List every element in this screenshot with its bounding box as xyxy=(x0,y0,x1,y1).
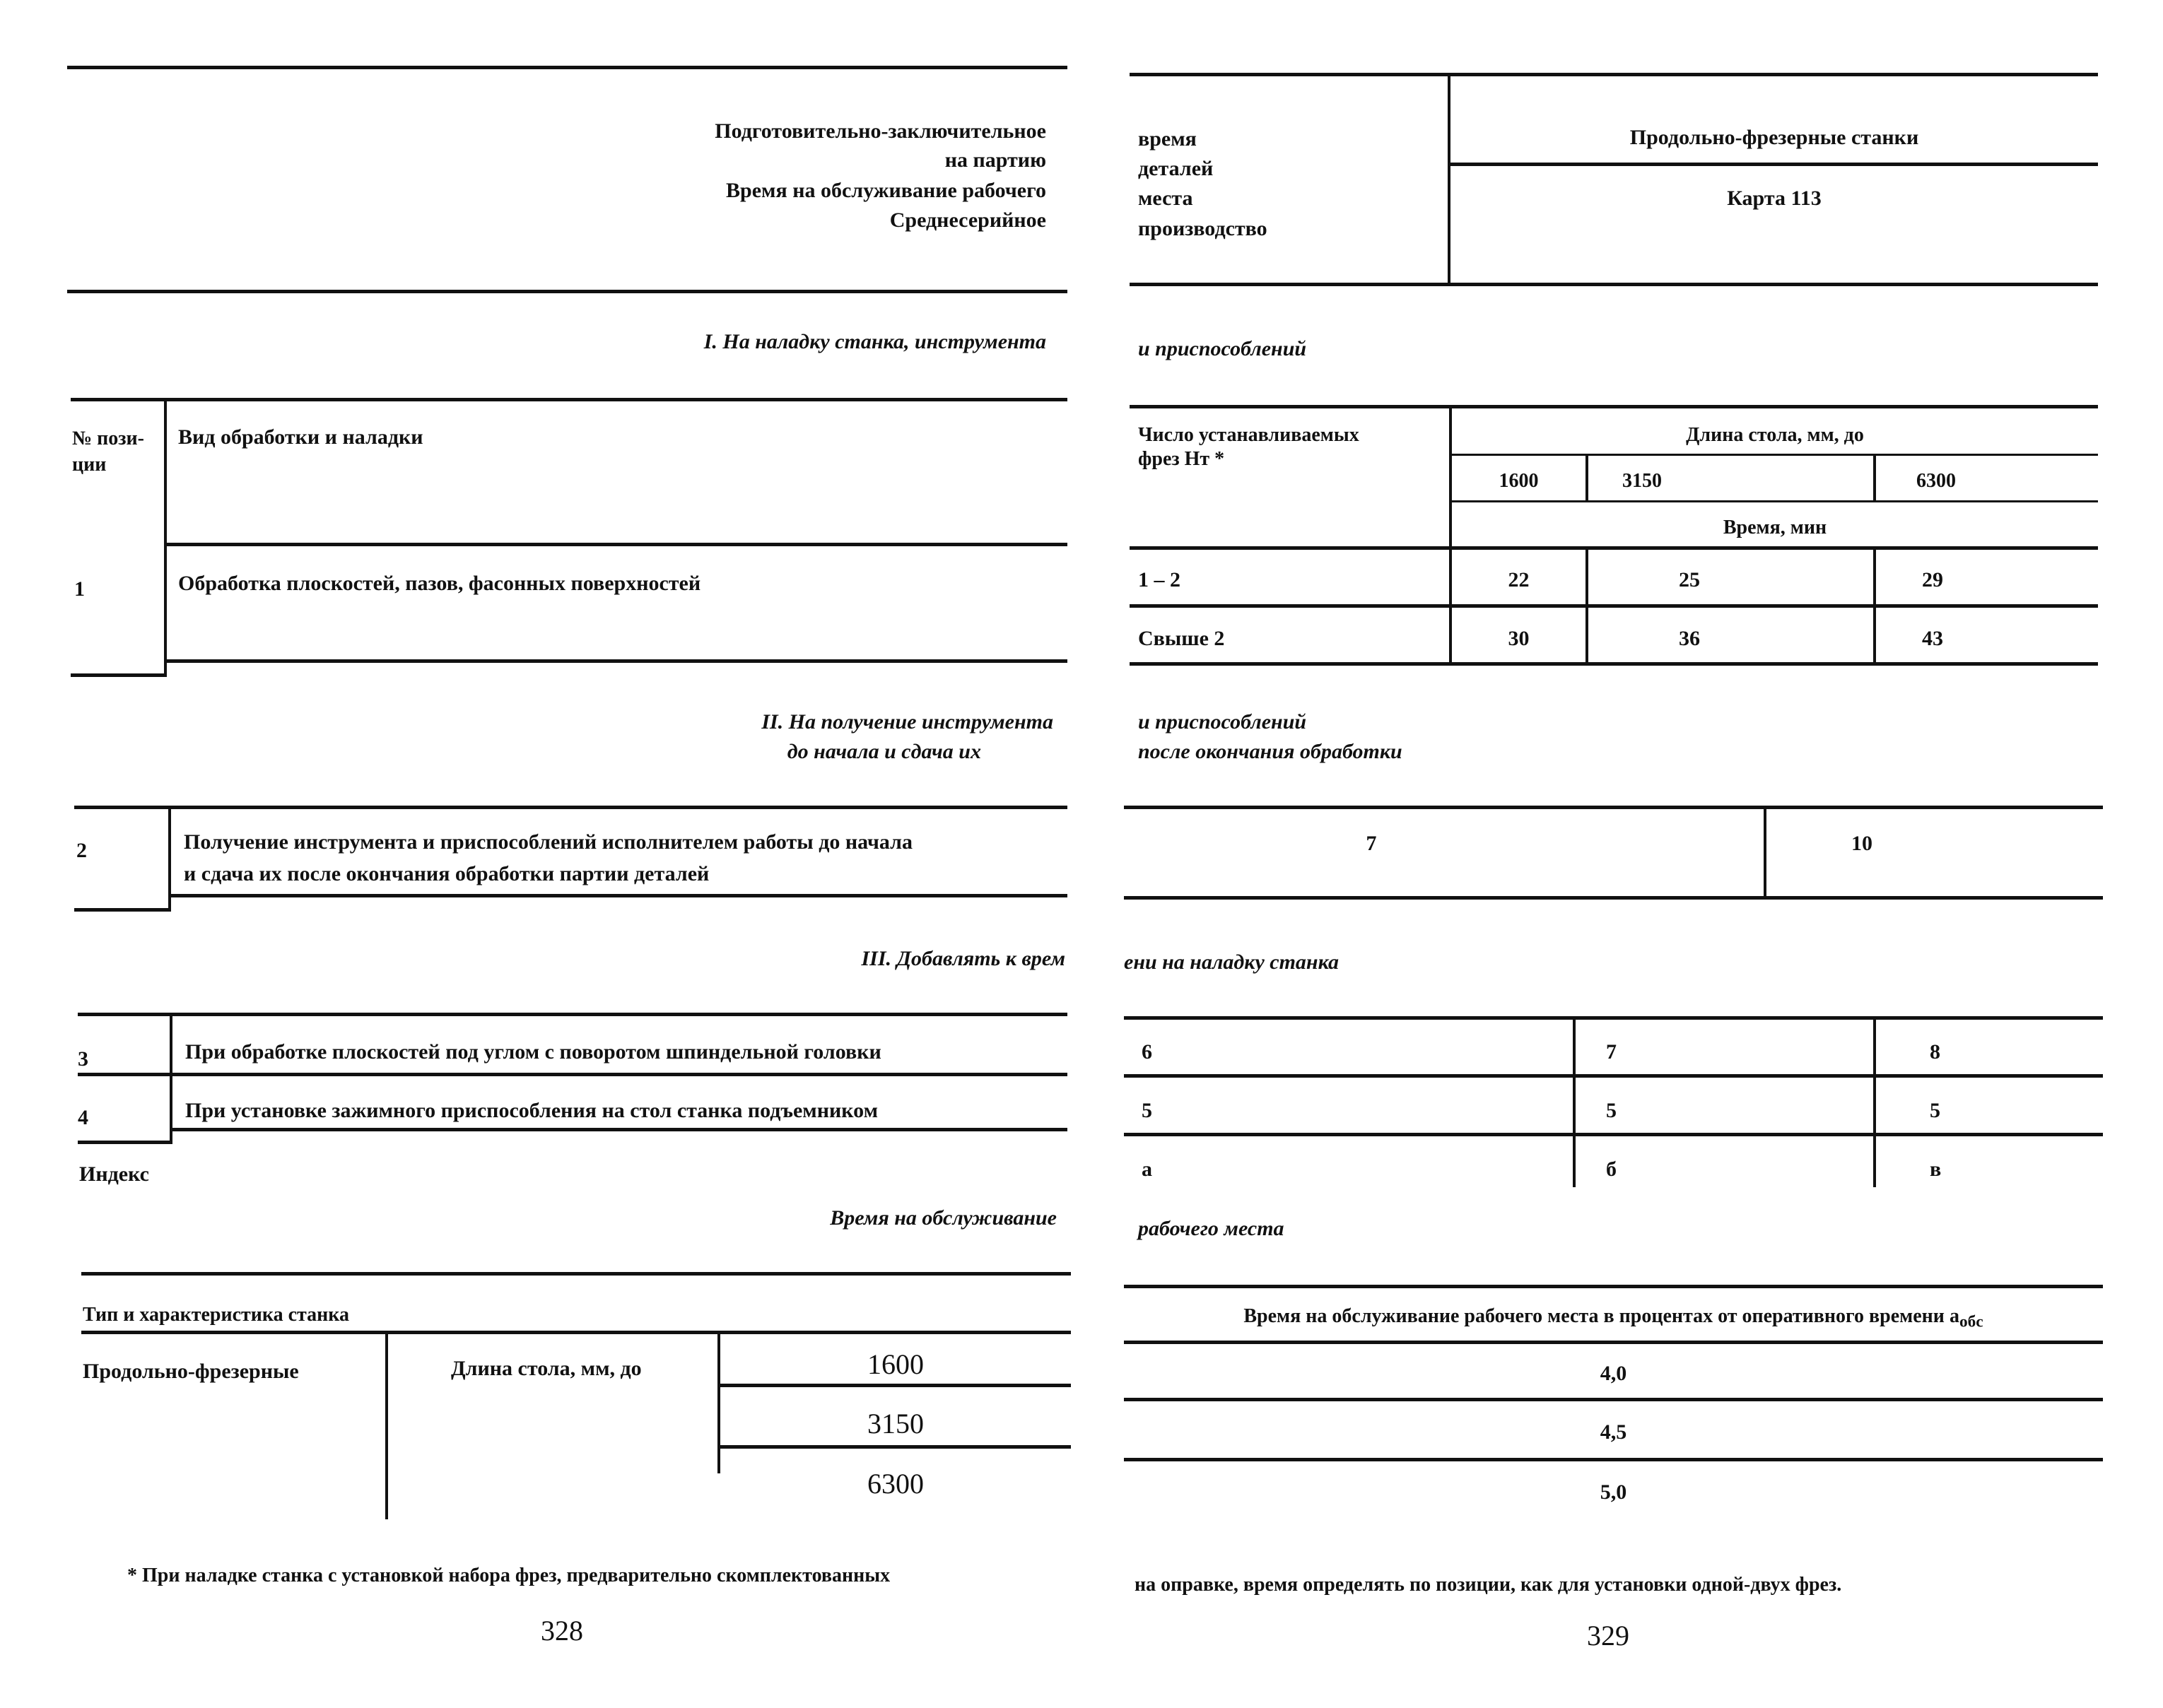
rule xyxy=(78,1141,172,1144)
card-number: Карта 113 xyxy=(1727,187,1822,210)
rule xyxy=(74,806,1067,809)
table-cell: 36 xyxy=(1679,627,1700,650)
rule xyxy=(81,1331,1071,1334)
rule xyxy=(1124,1398,2103,1401)
rule xyxy=(1130,662,2098,666)
left-section1-title: I. На наладку станка, инструмента xyxy=(703,330,1046,353)
table-cell: 5 xyxy=(1930,1099,1940,1122)
rule xyxy=(1124,1016,2103,1020)
right-section3-title: ени на наладку станка xyxy=(1124,950,1340,974)
percent-value: 5,0 xyxy=(1600,1480,1627,1504)
left-header-line4: Среднесерийное xyxy=(889,208,1046,232)
table-cell: 7 xyxy=(1366,832,1377,855)
col-count-header: Число устанавливаемых xyxy=(1138,424,1359,446)
table-cell: 43 xyxy=(1922,627,1943,650)
rule xyxy=(67,290,1067,293)
rule xyxy=(720,1384,1071,1387)
rule xyxy=(1124,1133,2103,1136)
rule xyxy=(71,673,167,677)
column-divider xyxy=(164,399,167,676)
rule xyxy=(168,894,1067,897)
rule xyxy=(1452,500,2098,502)
table-cell: 6 xyxy=(1142,1040,1152,1064)
row-text: Получение инструмента и приспособлений исполнителем работы до начала xyxy=(184,830,913,854)
rule xyxy=(1124,1458,2103,1461)
right-footnote: на оправке, время определять по позиции, как для установки одной-двух фрез. xyxy=(1135,1574,1842,1596)
column-divider xyxy=(1448,74,1450,286)
left-header-line1: Подготовительно-заключительное xyxy=(715,119,1046,143)
page-number-right: 329 xyxy=(1587,1620,1629,1651)
rule xyxy=(1130,405,2098,408)
table-cell: 8 xyxy=(1930,1040,1940,1064)
table-cell: 25 xyxy=(1679,568,1700,591)
column-divider xyxy=(385,1332,388,1519)
rule xyxy=(81,1272,1071,1276)
length-header: 3150 xyxy=(1622,470,1662,492)
row-text: Обработка плоскостей, пазов, фасонных поверхностей xyxy=(178,572,701,595)
percent-value: 4,5 xyxy=(1600,1420,1627,1444)
left-footnote: * При наладке станка с установкой набора фрез, предварительно скомплектованных xyxy=(127,1565,891,1586)
row-num: 3 xyxy=(78,1047,88,1071)
right-header-line1: время xyxy=(1138,127,1197,151)
row-num: 2 xyxy=(76,839,87,862)
left-section2-title-2: до начала и сдача их xyxy=(787,740,981,763)
col-pos-header-2: ции xyxy=(72,454,107,476)
table-cell: 7 xyxy=(1606,1040,1617,1064)
column-divider xyxy=(1573,1018,1576,1187)
right-header-line3: места xyxy=(1138,187,1193,210)
table-cell: в xyxy=(1930,1158,1942,1181)
col-count-header-2: фрез Нт * xyxy=(1138,448,1225,470)
table-cell: а xyxy=(1142,1158,1152,1181)
col-type-header: Тип и характеристика станка xyxy=(83,1304,349,1326)
right-header-line4: производство xyxy=(1138,217,1267,240)
card-title: Продольно-фрезерные станки xyxy=(1629,126,1919,149)
table-cell: 22 xyxy=(1508,568,1530,591)
right-header-line2: деталей xyxy=(1138,157,1214,180)
right-section2-title-1: и приспособлений xyxy=(1138,710,1307,734)
page-number-left: 328 xyxy=(541,1615,583,1647)
left-header-line3: Время на обслуживание рабочего xyxy=(726,179,1046,202)
column-divider xyxy=(170,1014,172,1143)
rule xyxy=(1450,163,2098,166)
maintenance-header-subscript: обс xyxy=(1959,1312,1983,1331)
rule xyxy=(1130,546,2098,550)
col-length-header: Длина стола, мм, до xyxy=(1686,424,1864,446)
rule xyxy=(67,66,1067,69)
index-label: Индекс xyxy=(79,1162,149,1186)
rule xyxy=(78,1013,1067,1016)
percent-value: 4,0 xyxy=(1600,1362,1627,1385)
table-cell: 30 xyxy=(1508,627,1530,650)
rule xyxy=(78,1073,1067,1076)
rule xyxy=(1124,896,2103,900)
rule xyxy=(164,543,1067,546)
right-section2-title-2: после окончания обработки xyxy=(1138,740,1402,763)
col-pos-header: № пози- xyxy=(72,428,144,449)
rule xyxy=(1124,1074,2103,1078)
column-divider xyxy=(1873,1018,1876,1187)
length-header: 6300 xyxy=(1916,470,1956,492)
rule xyxy=(1124,806,2103,809)
row-num: 4 xyxy=(78,1106,88,1129)
col-kind-header: Вид обработки и наладки xyxy=(178,425,423,449)
table-row-label: 1 – 2 xyxy=(1138,568,1180,591)
row-num: 1 xyxy=(74,577,85,601)
maintenance-header-text: Время на обслуживание рабочего места в процентах от оперативного времени a xyxy=(1243,1305,1959,1327)
rule xyxy=(1130,283,2098,286)
rule xyxy=(1452,454,2098,456)
left-section3-title: III. Добавлять к врем xyxy=(861,947,1065,970)
rule xyxy=(164,659,1067,663)
row-text: При установке зажимного приспособления на стол станка подъемником xyxy=(185,1099,879,1122)
table-row-label: Свыше 2 xyxy=(1138,627,1225,650)
time-label: Время, мин xyxy=(1723,517,1827,538)
machine-type: Продольно-фрезерные xyxy=(83,1360,299,1383)
left-header-line2: на партию xyxy=(944,148,1046,172)
right-section1-title: и приспособлений xyxy=(1138,337,1307,360)
left-section4-title: Время на обслуживание xyxy=(830,1206,1057,1230)
rule xyxy=(1130,73,2098,76)
length-value: 6300 xyxy=(867,1468,924,1500)
table-cell: б xyxy=(1606,1158,1617,1181)
param-label: Длина стола, мм, до xyxy=(451,1357,642,1380)
length-header: 1600 xyxy=(1499,470,1539,492)
rule xyxy=(71,398,1067,401)
rule xyxy=(170,1128,1067,1131)
table-cell: 5 xyxy=(1606,1099,1617,1122)
length-value: 3150 xyxy=(867,1408,924,1439)
row-text: При обработке плоскостей под углом с поворотом шпиндельной головки xyxy=(185,1040,881,1064)
table-cell: 29 xyxy=(1922,568,1943,591)
right-section4-title: рабочего места xyxy=(1138,1217,1284,1240)
rule xyxy=(1124,1341,2103,1344)
left-section2-title-1: II. На получение инструмента xyxy=(761,710,1053,734)
table-cell: 5 xyxy=(1142,1099,1152,1122)
length-value: 1600 xyxy=(867,1348,924,1380)
rule xyxy=(1124,1285,2103,1288)
rule xyxy=(1130,604,2098,608)
row-text-2: и сдача их после окончания обработки партии деталей xyxy=(184,862,710,885)
table-cell: 10 xyxy=(1851,832,1872,855)
rule xyxy=(720,1445,1071,1449)
maintenance-header xyxy=(1124,1304,2103,1333)
rule xyxy=(74,908,171,912)
